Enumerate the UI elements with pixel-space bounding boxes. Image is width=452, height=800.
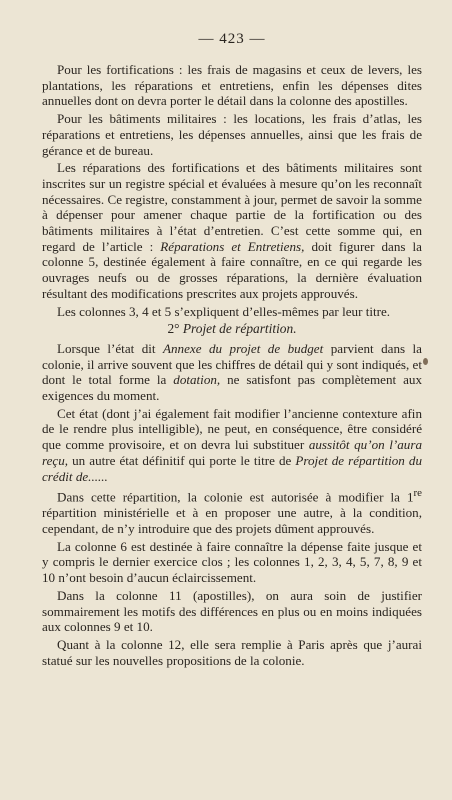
paragraph-reparations: [42, 160, 422, 301]
text-run: Lorsque l’état dit: [57, 340, 164, 356]
paragraph-annexe: [42, 341, 422, 404]
paragraph-colonne-11: Dans la colonne 11 (apostilles), on aura soin de justifier sommairement les motifs des différences en plus ou en moins indiquées aux colonnes 9 et 10.: [42, 587, 422, 635]
paragraph-repartition: [42, 486, 422, 536]
body-text: [42, 62, 422, 668]
italic-term: Projet de répartition du crédit de......: [42, 452, 422, 484]
text-run: Dans cette répartition, la colonie est autorisée à modifier la 1: [57, 489, 414, 505]
section-heading: [42, 321, 422, 337]
paragraph-colonnes-3-4-5: Les colonnes 3, 4 et 5 s’expliquent d’elles-mêmes par leur titre.: [57, 303, 391, 319]
italic-term: Réparations et Entretiens,: [160, 238, 305, 254]
paragraph-batiments-militaires: Pour les bâtiments militaires : les locations, les frais d’atlas, les réparations et entretiens, les dépenses annuelles, ainsi que les frais de gérance et de bureau.: [42, 111, 422, 158]
paragraph-fortifications: Pour les fortifications : les frais de magasins et ceux de levers, les plantations, les réparations et entretiens, enfin les dépenses dites annuelles dont on devra porter le détail dans la colonne des apostilles.: [42, 62, 422, 109]
superscript: re: [413, 487, 422, 500]
text-run: parvient dans la colonie, il arrive souvent que les chiffres de détail qui y sont indiqués, et dont le total forme la: [42, 340, 422, 388]
paragraph-colonne-6: La colonne 6 est destinée à faire connaître la dépense faite jusque et y compris le dernier exercice clos ; les colonnes 1, 2, 3, 4, 5, 7, 8, 9 et 10 n’ont besoin d’aucun éclaircissement.: [42, 538, 422, 586]
text-run: ne satisfont pas complètement aux exigences du moment.: [42, 372, 422, 404]
section-number: 2°: [167, 321, 180, 337]
text-run: Les réparations des fortifications et des bâtiments militaires sont inscrites sur un registre spécial et évaluées à mesure qu’on les reconnaît nécessaires. Ce registre, constamment à jour, permet de savoir la somme à dépenser pour amener chaque partie de la fortification ou des bâtiments militaires à l’état d’entretien. C’est cette somme qui, en regard de l’article :: [42, 160, 422, 254]
text-run: Cet état (dont j’ai également fait modifier l’ancienne contexture afin de le rendre plus intelligible), ne peut, en conséquence, être considéré que comme provisoire, et on devra lui substituer: [42, 405, 422, 453]
ink-spot: [423, 358, 428, 365]
page-number: — 423 —: [198, 31, 266, 47]
text-run: un autre état définitif qui porte le titre de: [68, 452, 296, 468]
italic-term: dotation,: [173, 372, 221, 388]
paragraph-colonne-12: Quant à la colonne 12, elle sera remplie à Paris après que j’aurai statué sur les nouvelles propositions de la colonie.: [42, 636, 422, 668]
text-run: doit figurer dans la colonne 5, destinée également à faire connaître, en ce qui regarde les ouvrages neufs ou de grosses réparations, la dernière évaluation résultant des modifications prescrites aux projets approuvés.: [42, 238, 422, 301]
text-run: répartition ministérielle et à en proposer une autre, à la condition, cependant, de n’y introduire que des projets dûment approuvés.: [42, 505, 422, 537]
italic-term: aussitôt qu’on l’aura reçu,: [42, 437, 422, 468]
paragraph-cet-etat: [42, 406, 422, 485]
section-title: Projet de répartition.: [182, 321, 297, 337]
italic-term: Annexe du projet de budget: [163, 340, 324, 356]
